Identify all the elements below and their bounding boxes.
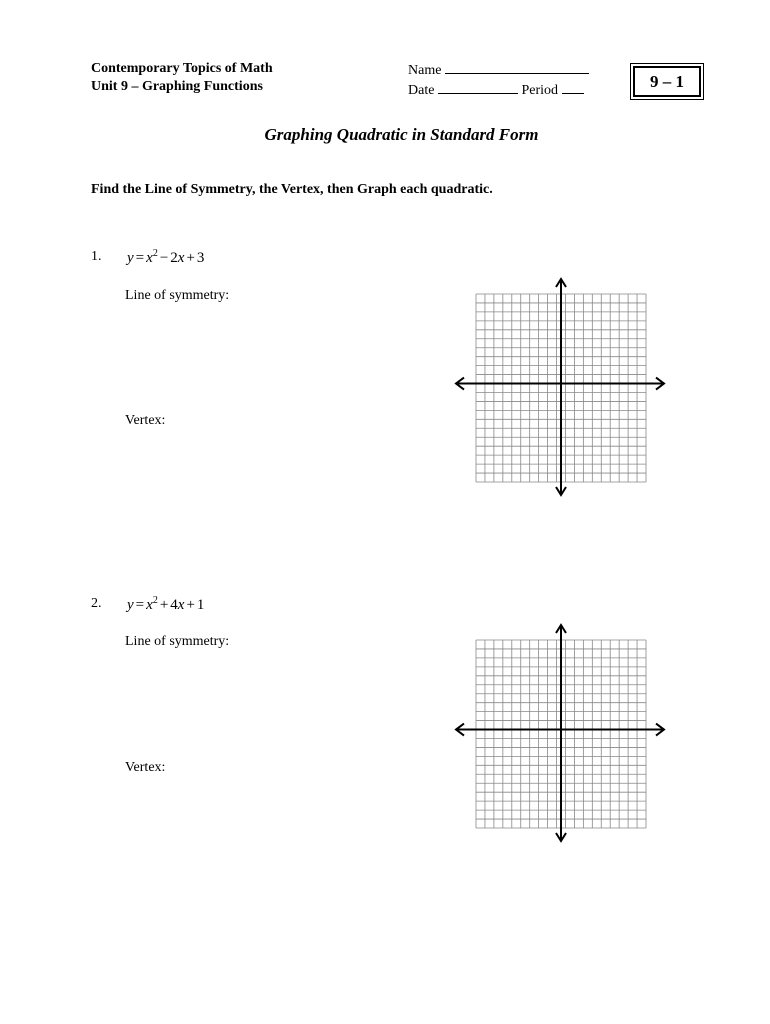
eq-x: x [177, 250, 185, 266]
line-of-symmetry-label: Line of symmetry: [125, 288, 230, 303]
eq-x: x [177, 597, 185, 613]
vertex-label: Vertex: [125, 413, 166, 428]
page-title: Graphing Quadratic in Standard Form [264, 125, 539, 144]
period-label: Period [521, 83, 558, 98]
quadratic-equation [127, 248, 204, 267]
student-info [408, 60, 589, 100]
name-label: Name [408, 63, 442, 78]
vertex-label: Vertex: [125, 760, 166, 775]
eq-y: y [127, 250, 134, 266]
eq-operator: + [186, 250, 195, 266]
line-of-symmetry-label: Line of symmetry: [125, 634, 230, 649]
lesson-badge [630, 63, 704, 100]
eq-coefficient: 4 [170, 597, 178, 613]
lesson-badge-number: 9 – 1 [633, 66, 701, 97]
unit-title: Unit 9 – Graphing Functions [91, 79, 263, 94]
eq-equals: = [135, 250, 145, 266]
eq-operator: − [159, 250, 169, 266]
eq-coefficient: 2 [170, 250, 178, 266]
instructions: Find the Line of Symmetry, the Vertex, then Graph each quadratic. [91, 182, 493, 197]
eq-operator: + [159, 597, 169, 613]
date-field[interactable] [438, 80, 518, 94]
date-row [408, 80, 589, 100]
eq-x: x [146, 597, 153, 613]
course-header [91, 60, 273, 96]
quadratic-equation [127, 595, 204, 614]
period-field[interactable] [562, 80, 584, 94]
eq-exponent: 2 [152, 595, 158, 606]
course-title: Contemporary Topics of Math [91, 61, 273, 76]
coordinate-grid[interactable] [450, 622, 670, 844]
problem-number: 2. [91, 596, 102, 611]
eq-constant: 3 [196, 250, 205, 266]
eq-y: y [127, 597, 134, 613]
name-field[interactable] [445, 60, 589, 74]
eq-operator: + [186, 597, 195, 613]
date-label: Date [408, 83, 435, 98]
problem-number: 1. [91, 249, 102, 264]
coordinate-grid[interactable] [450, 276, 670, 498]
eq-equals: = [135, 597, 145, 613]
eq-x: x [146, 250, 153, 266]
eq-constant: 1 [196, 597, 205, 613]
name-row [408, 60, 589, 80]
eq-exponent: 2 [152, 248, 158, 259]
